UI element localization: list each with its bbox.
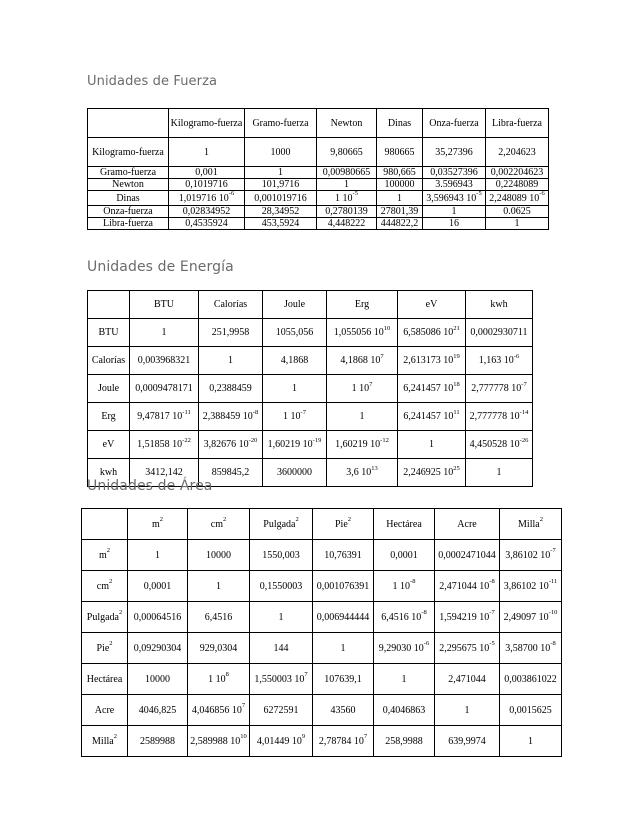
column-header-pie2: Pie$^2$ (313, 509, 374, 540)
table-cell: 929,0304 (188, 633, 250, 664)
row-header-pie2: Pie$^2$ (82, 633, 128, 664)
row-header-gramo-fuerza: Gramo-fuerza (88, 167, 169, 179)
table-cell: 3600000 (263, 459, 327, 487)
table-cell: 0,2388459 (199, 375, 263, 403)
table-cell: 2,471044 (435, 664, 500, 695)
table-cell: 1,60219 $10^{-12}$ (327, 431, 398, 459)
table-row-newton (88, 179, 549, 191)
table-cell: 9,80665 (317, 138, 377, 167)
table-cell: 2,613173 $10^{19}$ (398, 347, 466, 375)
table-cell: 0,0015625 (500, 695, 562, 726)
table-cell: 144 (250, 633, 313, 664)
table-cell: 1 $10^{-7}$ (263, 403, 327, 431)
table-cell: 444822,2 (377, 218, 423, 230)
table-cell: 6,241457 $10^{11}$ (398, 403, 466, 431)
table-row-milla2 (82, 726, 562, 757)
table-cell: 0,0002930711 (466, 319, 533, 347)
table-cell: 4,1868 (263, 347, 327, 375)
table-cell: 4,01449 $10^9$ (250, 726, 313, 757)
table-cell: 0,2248089 (486, 179, 549, 191)
table-cell: 1 $10^7$ (327, 375, 398, 403)
table-cell: 4,046856 $10^7$ (188, 695, 250, 726)
table-cell: 1,60219 $10^{-19}$ (263, 431, 327, 459)
table-cell: 1 (263, 375, 327, 403)
table-cell: 2589988 (128, 726, 188, 757)
table-cell: 0,00980665 (317, 167, 377, 179)
table-cell: 4,450528 $10^{-26}$ (466, 431, 533, 459)
row-header-btu: BTU (88, 319, 130, 347)
table-row-acre (82, 695, 562, 726)
table-row-m2 (82, 540, 562, 571)
table-cell: 2,388459 $10^{-8}$ (199, 403, 263, 431)
table-row-btu (88, 319, 533, 347)
table-cell: 3,6 $10^{13}$ (327, 459, 398, 487)
table-cell: 1,019716 $10^{-6}$ (169, 191, 245, 206)
table-energia (87, 290, 533, 487)
table-cell: 0,00064516 (128, 602, 188, 633)
row-header-kwh: kwh (88, 459, 130, 487)
table-cell: 3,86102 $10^{-7}$ (500, 540, 562, 571)
table-cell: 3,82676 $10^{-20}$ (199, 431, 263, 459)
table-cell: 1,594219 $10^{-7}$ (435, 602, 500, 633)
table-cell: 0,006944444 (313, 602, 374, 633)
table-cell: 980665 (377, 138, 423, 167)
column-header-acre: Acre (435, 509, 500, 540)
table-cell: 1 (169, 138, 245, 167)
table-cell: 1 (245, 167, 317, 179)
table-cell: 1000 (245, 138, 317, 167)
table-cell: 0,001076391 (313, 571, 374, 602)
row-header-hectarea: Hectárea (82, 664, 128, 695)
table-cell: 10000 (128, 664, 188, 695)
table-cell: 0,09290304 (128, 633, 188, 664)
section-title-fuerza: Unidades de Fuerza (87, 74, 218, 89)
table-cell: 10,76391 (313, 540, 374, 571)
table-cell: 1 (398, 431, 466, 459)
row-header-dinas: Dinas (88, 191, 169, 206)
table-cell: 0,4046863 (374, 695, 435, 726)
column-header-pulgada2: Pulgada$^2$ (250, 509, 313, 540)
table-row-pie2 (82, 633, 562, 664)
table-cell: 100000 (377, 179, 423, 191)
table-cell: 3,58700 $10^{-8}$ (500, 633, 562, 664)
table-cell: 1055,056 (263, 319, 327, 347)
table-cell: 1 (128, 540, 188, 571)
table-cell: 6,4516 (188, 602, 250, 633)
column-header-gramo-fuerza: Gramo-fuerza (245, 109, 317, 138)
table-cell: 1 (188, 571, 250, 602)
column-header-m2: $m^2$ (128, 509, 188, 540)
table-cell: 0,4535924 (169, 218, 245, 230)
table-cell: 16 (423, 218, 486, 230)
table-cell: 1 (199, 347, 263, 375)
table-cell: 0,001 (169, 167, 245, 179)
table-cell: 0,03527396 (423, 167, 486, 179)
table-cell: 639,9974 (435, 726, 500, 757)
table-cell: 0,0002471044 (435, 540, 500, 571)
column-header-cm2: $cm^2$ (188, 509, 250, 540)
row-header-joule: Joule (88, 375, 130, 403)
table-cell: 1 $10^{-8}$ (374, 571, 435, 602)
row-header-milla2: Milla$^2$ (82, 726, 128, 757)
table-cell: 4,1868 $10^7$ (327, 347, 398, 375)
table-cell: 9,29030 $10^{-6}$ (374, 633, 435, 664)
row-header-kilogramo-fuerza: Kilogramo-fuerza (88, 138, 169, 167)
table-cell: 2,204623 (486, 138, 549, 167)
row-header-newton: Newton (88, 179, 169, 191)
table-cell: 27801,39 (377, 206, 423, 218)
column-header-libra-fuerza: Libra-fuerza (486, 109, 549, 138)
table-cell: 2,246925 $10^{25}$ (398, 459, 466, 487)
table-fuerza (87, 108, 549, 230)
table-cell: 2,471044 $10^{-8}$ (435, 571, 500, 602)
table-row-kilogramo-fuerza (88, 138, 549, 167)
table-cell: 3.596943 (423, 179, 486, 191)
table-cell: 1,055056 $10^{10}$ (327, 319, 398, 347)
table-row-cm2 (82, 571, 562, 602)
table-cell: 2,295675 $10^{-5}$ (435, 633, 500, 664)
table-row-onza-fuerza (88, 206, 549, 218)
column-header-ev: eV (398, 291, 466, 319)
column-header-joule: Joule (263, 291, 327, 319)
table-header-row (88, 109, 549, 138)
table-row-erg (88, 403, 533, 431)
table-cell: 2,777778 $10^{-7}$ (466, 375, 533, 403)
table-area (81, 508, 562, 757)
row-header-ev: eV (88, 431, 130, 459)
table-cell: 9,47817 $10^{-11}$ (130, 403, 199, 431)
row-header-pulgada2: Pulgada$^2$ (82, 602, 128, 633)
table-cell: 1 (313, 633, 374, 664)
table-cell: 1,51858 $10^{-22}$ (130, 431, 199, 459)
column-header-kwh: kwh (466, 291, 533, 319)
column-header-kilogramo-fuerza: Kilogramo-fuerza (169, 109, 245, 138)
table-cell: 1 (374, 664, 435, 695)
table-cell: 0,0001 (128, 571, 188, 602)
table-row-ev (88, 431, 533, 459)
section-title-energia: Unidades de Energía (87, 259, 234, 275)
table-cell: 1 (500, 726, 562, 757)
column-header-corner (88, 291, 130, 319)
table-row-gramo-fuerza (88, 167, 549, 179)
table-cell: 0,0009478171 (130, 375, 199, 403)
table-cell: 258,9988 (374, 726, 435, 757)
table-cell: 6,241457 $10^{18}$ (398, 375, 466, 403)
column-header-corner (82, 509, 128, 540)
table-cell: 6,585086 $10^{21}$ (398, 319, 466, 347)
table-cell: 3412,142 (130, 459, 199, 487)
table-cell: 2,777778 $10^{-14}$ (466, 403, 533, 431)
table-cell: 2,49097 $10^{-10}$ (500, 602, 562, 633)
table-cell: 1 (377, 191, 423, 206)
column-header-erg: Erg (327, 291, 398, 319)
table-row-hectarea (82, 664, 562, 695)
column-header-corner (88, 109, 169, 138)
section-title-area: Unidades de Área (87, 478, 213, 494)
table-cell: 101,9716 (245, 179, 317, 191)
column-header-onza-fuerza: Onza-fuerza (423, 109, 486, 138)
table-cell: 453,5924 (245, 218, 317, 230)
table-cell: 0,001019716 (245, 191, 317, 206)
column-header-newton: Newton (317, 109, 377, 138)
table-cell: 1 $10^{-5}$ (317, 191, 377, 206)
row-header-acre: Acre (82, 695, 128, 726)
table-cell: 3,86102 $10^{-11}$ (500, 571, 562, 602)
table-cell: 0,1019716 (169, 179, 245, 191)
table-cell: 28,34952 (245, 206, 317, 218)
table-cell: 1 (486, 218, 549, 230)
row-header-cm2: $cm^2$ (82, 571, 128, 602)
table-cell: 2,248089 $10^{-6}$ (486, 191, 549, 206)
table-row-joule (88, 375, 533, 403)
table-header-row (82, 509, 562, 540)
table-cell: 6,4516 $10^{-8}$ (374, 602, 435, 633)
table-cell: 859845,2 (199, 459, 263, 487)
table-cell: 0,2780139 (317, 206, 377, 218)
table-cell: 0,02834952 (169, 206, 245, 218)
table-cell: 1550,003 (250, 540, 313, 571)
table-cell: 0.0625 (486, 206, 549, 218)
table-cell: 35,27396 (423, 138, 486, 167)
table-cell: 1 (466, 459, 533, 487)
table-cell: 1,550003 $10^7$ (250, 664, 313, 695)
table-cell: 0,003861022 (500, 664, 562, 695)
table-cell: 0,002204623 (486, 167, 549, 179)
row-header-onza-fuerza: Onza-fuerza (88, 206, 169, 218)
table-cell: 0,0001 (374, 540, 435, 571)
column-header-milla2: Milla$^2$ (500, 509, 562, 540)
table-row-pulgada2 (82, 602, 562, 633)
table-cell: 10000 (188, 540, 250, 571)
row-header-libra-fuerza: Libra-fuerza (88, 218, 169, 230)
table-cell: 1 (130, 319, 199, 347)
table-cell: 251,9958 (199, 319, 263, 347)
table-cell: 2,589988 $10^{10}$ (188, 726, 250, 757)
table-cell: 4,448222 (317, 218, 377, 230)
table-header-row (88, 291, 533, 319)
column-header-dinas: Dinas (377, 109, 423, 138)
row-header-m2: $m^2$ (82, 540, 128, 571)
table-cell: 0,1550003 (250, 571, 313, 602)
row-header-erg: Erg (88, 403, 130, 431)
table-row-dinas (88, 191, 549, 206)
table-cell: 1 (327, 403, 398, 431)
table-cell: 107639,1 (313, 664, 374, 695)
table-cell: 1 (250, 602, 313, 633)
table-row-calorias (88, 347, 533, 375)
table-cell: 0,003968321 (130, 347, 199, 375)
column-header-btu: BTU (130, 291, 199, 319)
column-header-hectarea: Hectárea (374, 509, 435, 540)
table-cell: 1,163 $10^{-6}$ (466, 347, 533, 375)
table-cell: 2,78784 $10^7$ (313, 726, 374, 757)
table-cell: 3,596943 $10^{-5}$ (423, 191, 486, 206)
table-cell: 6272591 (250, 695, 313, 726)
table-cell: 1 (423, 206, 486, 218)
row-header-calorias: Calorías (88, 347, 130, 375)
table-row-libra-fuerza (88, 218, 549, 230)
table-cell: 980,665 (377, 167, 423, 179)
table-cell: 43560 (313, 695, 374, 726)
table-cell: 4046,825 (128, 695, 188, 726)
table-cell: 1 $10^8$ (188, 664, 250, 695)
table-cell: 1 (435, 695, 500, 726)
table-cell: 1 (317, 179, 377, 191)
column-header-calorias: Calorías (199, 291, 263, 319)
